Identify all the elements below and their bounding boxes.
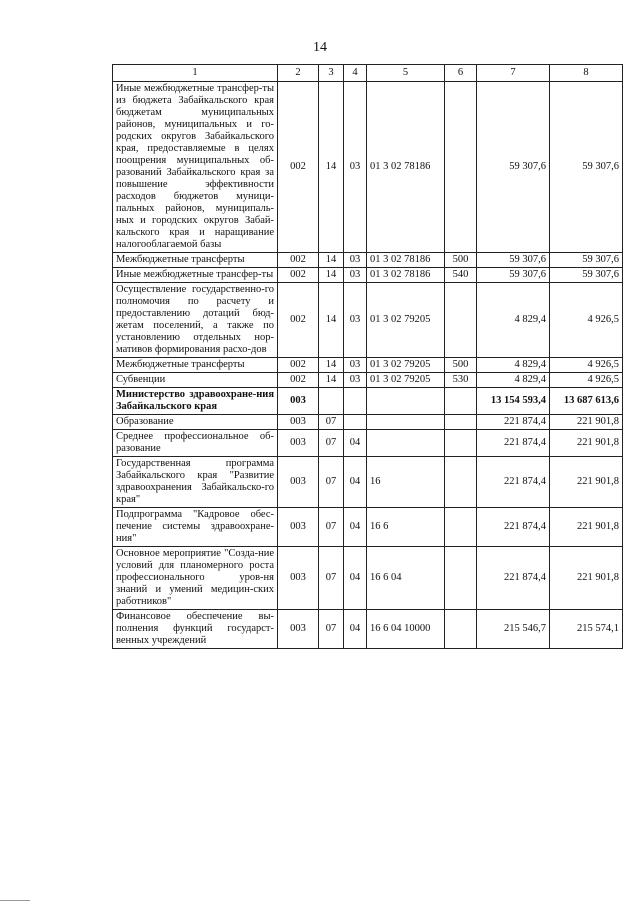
subsection-code-cell: 04 xyxy=(344,457,367,508)
table-row xyxy=(113,253,623,268)
subsection-code-cell: 03 xyxy=(344,268,367,283)
admin-code-cell: 003 xyxy=(278,508,319,547)
expense-type-cell xyxy=(445,283,477,358)
section-code-cell: 07 xyxy=(319,547,344,610)
amount-year1-cell: 221 874,4 xyxy=(477,457,550,508)
amount-year2-cell: 59 307,6 xyxy=(550,82,623,253)
expense-type-cell: 500 xyxy=(445,253,477,268)
amount-year2-cell: 221 901,8 xyxy=(550,457,623,508)
target-article-cell: 16 6 04 10000 xyxy=(367,610,445,649)
amount-year1-cell: 221 874,4 xyxy=(477,415,550,430)
amount-year1-cell: 221 874,4 xyxy=(477,430,550,457)
subsection-code-cell: 03 xyxy=(344,283,367,358)
subsection-code-cell: 04 xyxy=(344,547,367,610)
table-row xyxy=(113,82,623,253)
amount-year1-cell: 59 307,6 xyxy=(477,82,550,253)
row-name-cell: Межбюджетные трансферты xyxy=(113,253,278,268)
target-article-cell: 01 3 02 78186 xyxy=(367,268,445,283)
section-code-cell: 14 xyxy=(319,283,344,358)
section-code-cell: 14 xyxy=(319,268,344,283)
row-name-cell: Финансовое обеспечение вы-полнения функций государст-венных учреждений xyxy=(113,610,278,649)
amount-year1-cell: 59 307,6 xyxy=(477,253,550,268)
row-name-cell: Министерство здравоохране-ния Забайкальского края xyxy=(113,388,278,415)
table-row xyxy=(113,430,623,457)
target-article-cell xyxy=(367,430,445,457)
expense-type-cell xyxy=(445,415,477,430)
amount-year2-cell: 215 574,1 xyxy=(550,610,623,649)
subsection-code-cell: 04 xyxy=(344,610,367,649)
admin-code-cell: 003 xyxy=(278,457,319,508)
column-header: 7 xyxy=(477,65,550,82)
section-code-cell: 14 xyxy=(319,358,344,373)
subsection-code-cell: 04 xyxy=(344,430,367,457)
row-name-cell: Иные межбюджетные трансфер-ты из бюджета Забайкальского края бюджетам муниципальных районов, муниципальных и го-родских округов Забайкальского края, предоставляемые в целях поощрения муниципальных об-разований Забайкальского края за повышение эффективности расходов бюджетов муници-пальных районов, муниципаль-ных и городских округов Забай-кальского края и наращивание налогооблагаемой базы xyxy=(113,82,278,253)
expense-type-cell xyxy=(445,508,477,547)
column-header: 6 xyxy=(445,65,477,82)
subsection-code-cell: 03 xyxy=(344,373,367,388)
table-row xyxy=(113,610,623,649)
row-name-cell: Подпрограмма "Кадровое обес-печение системы здравоохране-ния" xyxy=(113,508,278,547)
amount-year1-cell: 13 154 593,4 xyxy=(477,388,550,415)
expense-type-cell xyxy=(445,388,477,415)
amount-year2-cell: 4 926,5 xyxy=(550,358,623,373)
admin-code-cell: 003 xyxy=(278,547,319,610)
expense-type-cell xyxy=(445,457,477,508)
target-article-cell: 16 6 04 xyxy=(367,547,445,610)
amount-year1-cell: 4 829,4 xyxy=(477,373,550,388)
subsection-code-cell: 03 xyxy=(344,82,367,253)
amount-year2-cell: 221 901,8 xyxy=(550,508,623,547)
amount-year1-cell: 4 829,4 xyxy=(477,283,550,358)
amount-year1-cell: 221 874,4 xyxy=(477,547,550,610)
amount-year2-cell: 4 926,5 xyxy=(550,283,623,358)
row-name-cell: Субвенции xyxy=(113,373,278,388)
section-code-cell: 07 xyxy=(319,610,344,649)
amount-year2-cell: 221 901,8 xyxy=(550,547,623,610)
expense-type-cell: 540 xyxy=(445,268,477,283)
section-code-cell: 07 xyxy=(319,415,344,430)
expense-type-cell xyxy=(445,610,477,649)
admin-code-cell: 003 xyxy=(278,430,319,457)
admin-code-cell: 003 xyxy=(278,388,319,415)
column-header: 3 xyxy=(319,65,344,82)
amount-year2-cell: 221 901,8 xyxy=(550,415,623,430)
subsection-code-cell: 04 xyxy=(344,508,367,547)
page-number: 14 xyxy=(313,40,327,55)
target-article-cell xyxy=(367,388,445,415)
column-header: 1 xyxy=(113,65,278,82)
admin-code-cell: 002 xyxy=(278,283,319,358)
row-name-cell: Межбюджетные трансферты xyxy=(113,358,278,373)
amount-year1-cell: 4 829,4 xyxy=(477,358,550,373)
subsection-code-cell xyxy=(344,415,367,430)
row-name-cell: Основное мероприятие "Созда-ние условий для планомерного роста профессионального уров-ня знаний и умений медицин-ских работников" xyxy=(113,547,278,610)
subsection-code-cell: 03 xyxy=(344,358,367,373)
expense-type-cell: 500 xyxy=(445,358,477,373)
amount-year2-cell: 59 307,6 xyxy=(550,268,623,283)
target-article-cell: 01 3 02 79205 xyxy=(367,283,445,358)
amount-year2-cell: 59 307,6 xyxy=(550,253,623,268)
section-code-cell: 07 xyxy=(319,430,344,457)
table-row xyxy=(113,373,623,388)
target-article-cell xyxy=(367,415,445,430)
section-code-cell: 14 xyxy=(319,373,344,388)
expense-type-cell xyxy=(445,82,477,253)
target-article-cell: 01 3 02 78186 xyxy=(367,82,445,253)
amount-year1-cell: 215 546,7 xyxy=(477,610,550,649)
target-article-cell: 16 6 xyxy=(367,508,445,547)
amount-year1-cell: 59 307,6 xyxy=(477,268,550,283)
table-row xyxy=(113,508,623,547)
header-row xyxy=(113,65,623,82)
admin-code-cell: 002 xyxy=(278,268,319,283)
section-code-cell: 07 xyxy=(319,457,344,508)
column-header: 8 xyxy=(550,65,623,82)
amount-year2-cell: 4 926,5 xyxy=(550,373,623,388)
admin-code-cell: 002 xyxy=(278,82,319,253)
row-name-cell: Образование xyxy=(113,415,278,430)
table-row xyxy=(113,358,623,373)
row-name-cell: Осуществление государственно-го полномочия по расчету и предоставлению дотаций бюд-жетам поселений, а также по установлению отдельных нор-мативов формирования расхо-дов xyxy=(113,283,278,358)
table-row xyxy=(113,415,623,430)
section-code-cell: 07 xyxy=(319,508,344,547)
expense-type-cell xyxy=(445,430,477,457)
admin-code-cell: 003 xyxy=(278,610,319,649)
row-name-cell: Иные межбюджетные трансфер-ты xyxy=(113,268,278,283)
expense-type-cell: 530 xyxy=(445,373,477,388)
row-name-cell: Среднее профессиональное об-разование xyxy=(113,430,278,457)
section-code-cell xyxy=(319,388,344,415)
table-row xyxy=(113,457,623,508)
admin-code-cell: 002 xyxy=(278,358,319,373)
table-row xyxy=(113,388,623,415)
table-row xyxy=(113,268,623,283)
budget-table xyxy=(112,64,623,649)
table-row xyxy=(113,547,623,610)
target-article-cell: 01 3 02 79205 xyxy=(367,358,445,373)
row-name-cell: Государственная программа Забайкальского края "Развитие здравоохранения Забайкальско-го края" xyxy=(113,457,278,508)
column-header: 4 xyxy=(344,65,367,82)
admin-code-cell: 002 xyxy=(278,373,319,388)
section-code-cell: 14 xyxy=(319,82,344,253)
subsection-code-cell xyxy=(344,388,367,415)
table-row xyxy=(113,283,623,358)
target-article-cell: 01 3 02 79205 xyxy=(367,373,445,388)
expense-type-cell xyxy=(445,547,477,610)
admin-code-cell: 002 xyxy=(278,253,319,268)
amount-year1-cell: 221 874,4 xyxy=(477,508,550,547)
admin-code-cell: 003 xyxy=(278,415,319,430)
amount-year2-cell: 13 687 613,6 xyxy=(550,388,623,415)
subsection-code-cell: 03 xyxy=(344,253,367,268)
column-header: 5 xyxy=(367,65,445,82)
column-header: 2 xyxy=(278,65,319,82)
scan-edge-mark xyxy=(0,900,30,901)
target-article-cell: 01 3 02 78186 xyxy=(367,253,445,268)
table-body xyxy=(113,82,623,649)
target-article-cell: 16 xyxy=(367,457,445,508)
section-code-cell: 14 xyxy=(319,253,344,268)
amount-year2-cell: 221 901,8 xyxy=(550,430,623,457)
